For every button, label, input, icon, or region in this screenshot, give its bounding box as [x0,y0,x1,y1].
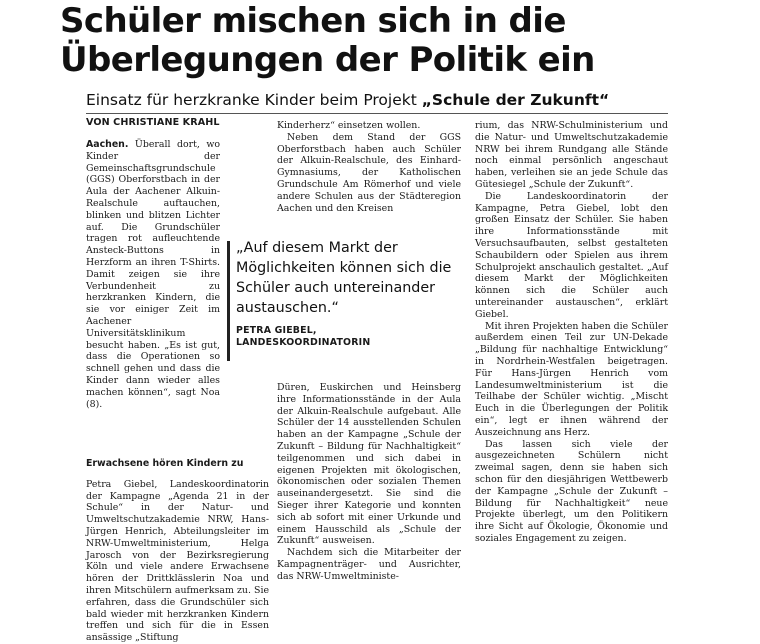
byline-rule [86,113,668,114]
paragraph: Neben dem Stand der GGS Oberforstbach haben auch Schüler der Alkuin-Realschule, des Einhard-Gymnasiums, der Katholischen Grundschule Am Römerhof und viele andere Schulen aus der Städteregion Aachen und den Kreisen [277,131,461,214]
byline: VON CHRISTIANE KRAHL [86,117,220,128]
paragraph: Das lassen sich viele der ausgezeichneten Schülern nicht zweimal sagen, denn sie haben sich schon für den diesjährigen Wettbewerb der Kampagne „Schule der Zukunft – Bildung für Nachhaltigkeit“ neue Projekte überlegt, um den Politikern ihre Sicht auf Ökologie, Ökonomie und soziales Engagement zu zeigen. [475,438,668,544]
column-2-top [277,120,461,214]
paragraph: Düren, Euskirchen und Heinsberg ihre Informationsstände in der Aula der Alkuin-Realschule aufgebaut. Alle Schüler der 14 ausstellenden Schulen haben an der Kampagne „Schule der Zukunft – Bildung für Nachhaltigkeit“ teilgenommen und sich dabei in eigenen Projekten mit ökologischen, ökonomischen oder sozialen Themen auseinandergesetzt. Sie sind die Sieger ihrer Kategorie und konnten sich ab sofort mit einer Urkunde und einem Hausschild als „Schule der Zukunft“ ausweisen. [277,382,461,547]
paragraph: Nachdem sich die Mitarbeiter der Kampagnenträger- und Ausrichter, das NRW-Umweltministe- [277,547,461,582]
pull-quote [236,238,464,349]
headline [60,2,700,80]
dateline: Aachen. [86,139,129,150]
column-3 [475,120,668,545]
column-1-bottom [86,449,269,644]
pull-quote-text: „Auf diesem Markt der Möglichkeiten können sich die Schüler auch untereinander austauschen.“ [236,240,452,316]
quote-bracket [227,241,234,361]
subhead-project: „Schule der Zukunft“ [421,91,610,109]
paragraph: Die Landeskoordinatorin der Kampagne, Petra Giebel, lobt den großen Einsatz der Schüler. Sie haben ihre Informationsstände mit Versuchsaufbauten, selbst gestalteten Schaubildern oder Spielen aus ihrem Schulprojekt anschaulich gestaltet. „Auf diesem Markt der Möglichkeiten können sich die Schüler auch untereinander austauschen“, erklärt Giebel. [475,190,668,320]
pull-quote-author-name: PETRA GIEBEL, [236,325,317,336]
column-1-top [86,139,220,410]
pull-quote-author [236,325,464,349]
headline-line-2: Überlegungen der Politik ein [60,40,595,80]
lead-text: Überall dort, wo Kinder der Gemeinschaftsgrundschule (GGS) Oberforstbach in der Aula der Aachener Alkuin-Realschule auftauchen, blinken und blitzen Lichter auf. Die Grundschüler tragen rot aufleuchtende Ansteck-Buttons in Herzform an ihren T-Shirts. Damit zeigen sie ihre Verbundenheit zu herzkranken Kindern, die sie vor einiger Zeit im Aachener Universitätsklinikum besucht haben. „Es ist gut, dass die Operationen so schnell gehen und dass die Kinder dann wieder alles machen können“, sagt Noa (8). [86,139,220,410]
paragraph: Petra Giebel, Landeskoordinatorin der Kampagne „Agenda 21 in der Schule“ in der Natur- und Umweltschutzakademie NRW, Hans-Jürgen Henrich, Abteilungsleiter im NRW-Umweltministerium, Helga Jarosch von der Bezirksregierung Köln und viele andere Erwachsene hören der Drittklässlerin Noa und ihren Mitschülern aufmerksam zu. Sie erfahren, dass die Grundschüler sich bald wieder mit herzkranken Kindern treffen und sich für die in Essen ansässige „Stiftung [86,478,269,644]
column-2-bottom [277,382,461,583]
paragraph: rium, das NRW-Schulministerium und die Natur- und Umweltschutzakademie NRW bei ihrem Rundgang alle Stände noch einmal persönlich angeschaut haben, verleihen sie an jede Schule das Gütesiegel „Schule der Zukunft“. [475,120,668,190]
paragraph: Mit ihren Projekten haben die Schüler außerdem einen Teil zur UN-Dekade „Bildung für nachhaltige Entwicklung“ in Nordrhein-Westfalen beigetragen. Für Hans-Jürgen Henrich vom Landesumweltministerium ist die Teilhabe der Schüler wichtig. „Mischt Euch in die Überlegungen der Politik ein“, legt er ihnen während der Auszeichnung ans Herz. [475,320,668,438]
paragraph: Kinderherz“ einsetzen wollen. [277,120,421,131]
headline-line-1: Schüler mischen sich in die [60,1,566,41]
subhead-prefix: Einsatz für herzkranke Kinder beim Projekt [86,91,422,109]
section-subheading: Erwachsene hören Kindern zu [86,458,244,469]
pull-quote-author-role: LANDESKOORDINATORIN [236,337,371,348]
subheadline [86,90,706,110]
lead-paragraph [86,139,220,410]
